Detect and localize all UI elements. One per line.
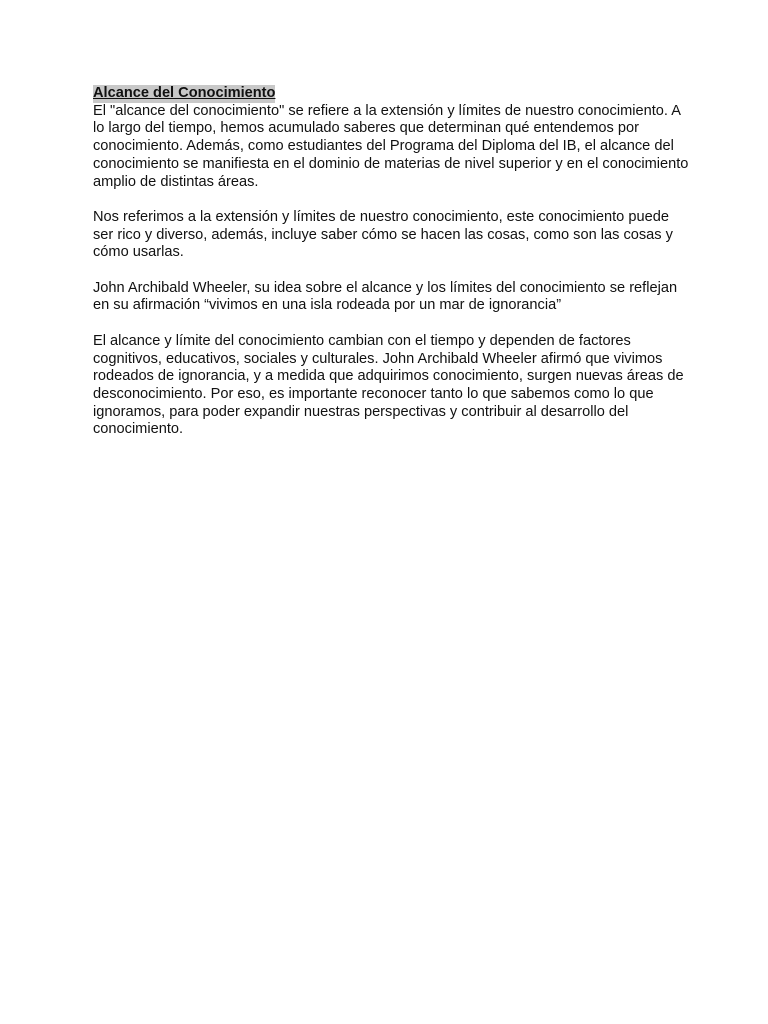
text-line: El "alcance del conocimiento" se refiere a la extensión y límites de nuestro conocimiento. A [93, 102, 681, 119]
text-line: conocimiento se manifiesta en el dominio de materias de nivel superior y en el conocimiento [93, 155, 689, 172]
text-line: desconocimiento. Por eso, es importante reconocer tanto lo que sabemos como lo que [93, 385, 654, 402]
paragraph-4 [93, 333, 693, 439]
text-line: cognitivos, educativos, sociales y culturales. John Archibald Wheeler afirmó que vivimos [93, 350, 663, 367]
text-line: amplio de distintas áreas. [93, 173, 259, 190]
document-title: Alcance del Conocimiento [93, 85, 276, 101]
text-line: en su afirmación “vivimos en una isla rodeada por un mar de ignorancia” [93, 297, 562, 314]
text-line: conocimiento. [93, 421, 184, 438]
document-page [93, 85, 693, 457]
paragraph-2 [93, 209, 693, 262]
text-line: Nos referimos a la extensión y límites de nuestro conocimiento, este conocimiento puede [93, 208, 669, 225]
paragraph-3 [93, 280, 693, 315]
text-line: ser rico y diverso, además, incluye saber cómo se hacen las cosas, como son las cosas y [93, 226, 673, 243]
text-line: El alcance y límite del conocimiento cambian con el tiempo y dependen de factores [93, 332, 631, 349]
text-line: ignoramos, para poder expandir nuestras perspectivas y contribuir al desarrollo del [93, 403, 629, 420]
text-line: cómo usarlas. [93, 244, 184, 261]
text-line: rodeados de ignorancia, y a medida que adquirimos conocimiento, surgen nuevas áreas de [93, 368, 684, 385]
text-line: John Archibald Wheeler, su idea sobre el alcance y los límites del conocimiento se reflejan [93, 279, 678, 296]
paragraph-1 [93, 103, 693, 192]
text-line: lo largo del tiempo, hemos acumulado saberes que determinan qué entendemos por [93, 120, 639, 137]
text-line: conocimiento. Además, como estudiantes del Programa del Diploma del IB, el alcance del [93, 138, 674, 155]
